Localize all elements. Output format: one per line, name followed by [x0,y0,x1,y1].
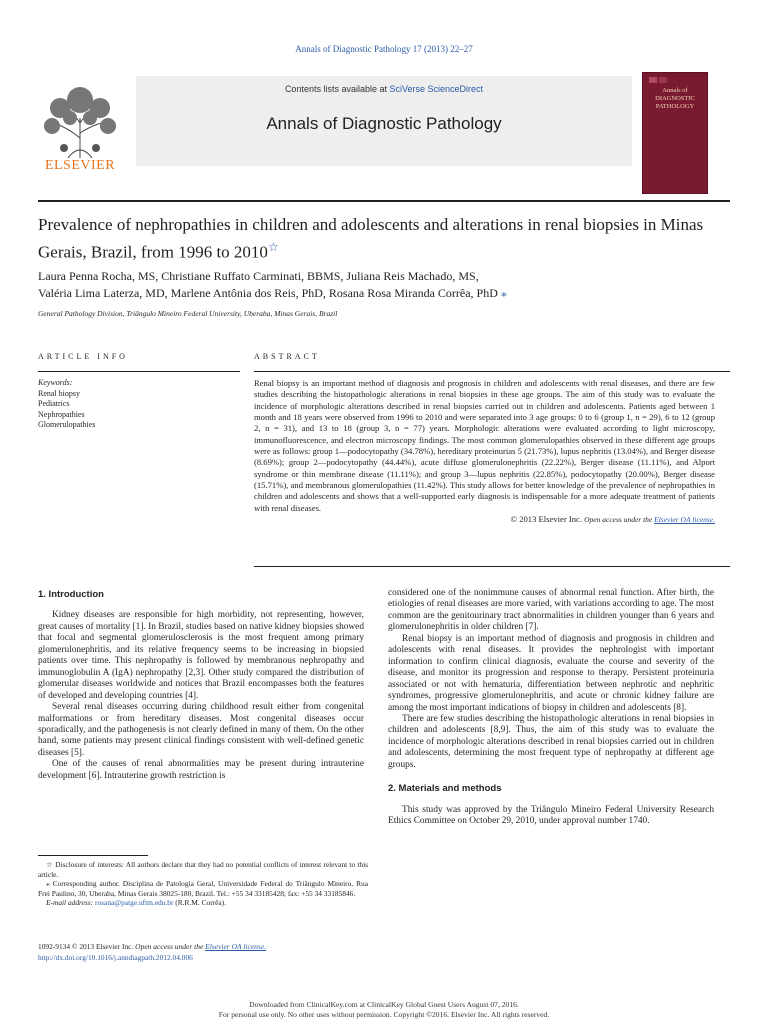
intro-paragraph: There are few studies describing the histopathologic alterations in renal biopsies in children and adolescents [8,9]. Thus, the aim of this study was to evaluate the incidence of morphologic alterations described in renal biopsies carried out in children and adolescents, determining the most frequent type of nephropathy at different age groups. [388,713,714,770]
corresponding-author-link[interactable]: ⁎ [500,286,507,300]
authors-line-2 [38,285,730,302]
copyright-text: © 2013 Elsevier Inc. [510,514,585,525]
email-name: (R.R.M. Corrêa). [173,898,226,908]
title-star-footnote-link[interactable]: ☆ [267,240,279,254]
abstract-bottom-rule [254,566,730,567]
intro-paragraph: Kidney diseases are responsible for high morbidity, not representing, however, great causes of mortality [1]. In Brazil, studies based on native kidney biopsies showed that focal and segmental glomerulosclerosis is the most frequent among primary glomerulonephritis, and its relative frequency seems to be increasing in biopsied patients over time. This nephropathy is followed by membranous nephropathy and immunoglobulin A (IgA) nephropathy [2,3]. Other study compared the distribution of glomerular diseases worldwide and notices that Brazil encompasses both the features of developed and developing countries [4]. [38,610,364,701]
abstract-rule [254,371,730,372]
left-column [38,589,364,782]
sciencedirect-link[interactable]: SciVerse ScienceDirect [389,84,484,94]
cover-title: Annals of DIAGNOSTIC PATHOLOGY [655,87,695,110]
keyword-item: Glomerulopathies [38,420,96,429]
keyword-item: Pediatrics [38,399,70,408]
issn-oa-text: Open access under the [135,942,206,951]
authors-line-1: Laura Penna Rocha, MS, Christiane Ruffato Carminati, BBMS, Juliana Reis Machado, MS, [38,269,479,283]
affiliation: General Pathology Division, Triângulo Mineiro Federal University, Uberaba, Minas Gerais, Brazil [38,309,338,318]
article-info-rule [38,371,240,372]
article-title [38,214,730,264]
right-column [388,588,714,828]
keywords-label: Keywords: [38,378,73,387]
keywords-block [38,378,238,431]
email-link[interactable]: rosana@patge.uftm.edu.br [95,898,174,908]
abstract-copyright [254,514,715,525]
abstract-body [254,378,715,525]
journal-cover-thumbnail [642,72,708,194]
issn-text: 1092-9134 © 2013 Elsevier Inc. [38,942,136,951]
doi-link[interactable]: http://dx.doi.org/10.1016/j.anndiagpath.2012.04.006 [38,953,193,962]
journal-banner [136,76,632,166]
download-notice [0,1000,768,1020]
keyword-item: Nephropathies [38,409,85,419]
intro-paragraph: One of the causes of renal abnormalities may be present during intrauterine development [6]. Intrauterine growth restriction is [38,759,364,781]
issn-line [38,941,368,952]
issn-block [38,941,368,963]
download-line-2: For personal use only. No other uses without permission. Copyright ©2016. Elsevier Inc. All rights reserved. [218,1010,550,1019]
journal-title: Annals of Diagnostic Pathology [266,114,502,133]
intro-paragraph: Several renal diseases occurring during childhood result either from congenital malformations or from hereditary diseases. Most congenital diseases occur sporadically, and the pathogenesis is not clearly defined in many of them. On the other hand, some patients may present clinical findings consistent with well-defined genetic diseases [5]. [38,702,364,758]
footnote-disclosure: ☆ Disclosure of interests: All authors declare that they had no potential conflicts of interest relevant to this article. [38,860,368,879]
header-divider [38,200,730,202]
oa-text: Open access under the [584,515,655,525]
authors-line-2-text: Valéria Lima Laterza, MD, Marlene Antônia dos Reis, PhD, Rosana Rosa Miranda Corrêa, PhD [38,286,498,300]
email-label: E-mail address: [46,898,95,908]
issn-oa-license-link[interactable]: Elsevier OA license. [205,942,267,951]
article-title-text: Prevalence of nephropathies in children and adolescents and alterations in renal biopsies in Minas Gerais, Brazil, from 1996 to 2010 [38,215,704,262]
journal-header [38,72,730,198]
elsevier-wordmark: ELSEVIER [44,158,116,173]
cover-pattern-icon [643,75,709,87]
download-line-1: Downloaded from ClinicalKey.com at ClinicalKey Global Guest Users August 07, 2016. [249,1000,519,1009]
methods-heading: 2. Materials and methods [388,783,502,795]
author-list [38,268,730,302]
footnote-divider [38,855,148,856]
contents-line [136,84,632,94]
methods-paragraph: This study was approved by the Triângulo Mineiro Federal University Research Ethics Committee on October 29, 2010, under approval number 1740. [388,804,714,827]
footnote-email [38,898,368,908]
journal-citation-link[interactable]: Annals of Diagnostic Pathology 17 (2013) 22–27 [295,44,473,54]
intro-paragraph: Renal biopsy is an important method of diagnosis and prognosis in children and adolescents with renal diseases. It provides the nephrologist with important information to confirm clinical diagnosis, evaluate the course and severity of the disease, and monitor its progression and response to therapy. Persistent proteinuria associated or not with hematuria, differentiation between nephrotic and nephritic syndromes, progressive glomerulonephritis, and acute or chronic kidney failure are among the most important indications of biopsy in children and adolescents [8]. [388,633,714,713]
introduction-heading: 1. Introduction [38,589,104,600]
intro-paragraph: considered one of the nonimmune causes of abnormal renal function. After birth, the etiologies of renal diseases are more varied, with variations according to age. The most common are the genitourinary tract abnormalities in children younger than 6 years and glomerulonephritis in older children [7]. [388,588,714,633]
abstract-text: Renal biopsy is an important method of diagnosis and prognosis in children and adolescents with renal diseases, and there are few studies describing the histopathologic alterations in renal biopsies in these age groups. The aim of this study was to evaluate the incidence of morphologic alterations described in renal biopsies carried out in children and adolescents. Patients aged between 1 month and 18 years were observed from 1996 to 2010 and were separated into 3 age groups: 0 to 6 (group 1, n = 29), 6 to 12 (group 2, n = 31), and 13 to 18 (group 3, n = 77) years. Morphologic alterations were evaluated according to light microscopy, immunofluorescence, and electron microscopy findings. The most common glomerulopathies observed in these different age groups were as follows: group 1—podocytopathy (34.78%), hereditary proteinurias 5 (21.73%), lupus nephritis (13.04%), and Berger disease (8.69%); group 2—podocytopathy (44.44%), acute diffuse glomerulonephritis (22.22%), Berger disease (11.11%), and Alport syndrome or thin membrane disease (11.11%); and group 3—lupus nephritis (22.85%), podocytopathy (20.00%), Berger disease (15.71%), and membranous glomerulopathies (11.42%). This study allows for better knowledge of the prevalence of nephropathies in children and adolescents and shows that a well-supported early diagnosis is indispensable for a more adequate treatment of patients with renal diseases. [254,378,715,513]
contents-prefix: Contents lists available at [284,84,390,94]
article-info-heading: ARTICLE INFO [38,352,128,361]
elsevier-oa-license-link[interactable]: Elsevier OA license. [654,515,715,525]
keyword-item: Renal biopsy [38,388,80,398]
abstract-heading: ABSTRACT [254,352,320,361]
footnote-corresponding: ⁎ Corresponding author. Disciplina de Patologia Geral, Universidade Federal do Triângulo Mineiro, Rua Frei Paulino, 30, Uberaba, Minas Gerais 38025-180, Brazil. Tel.: +55 34 33185428; fax: +55 34 33185846. [38,879,368,898]
footnotes [38,860,368,908]
